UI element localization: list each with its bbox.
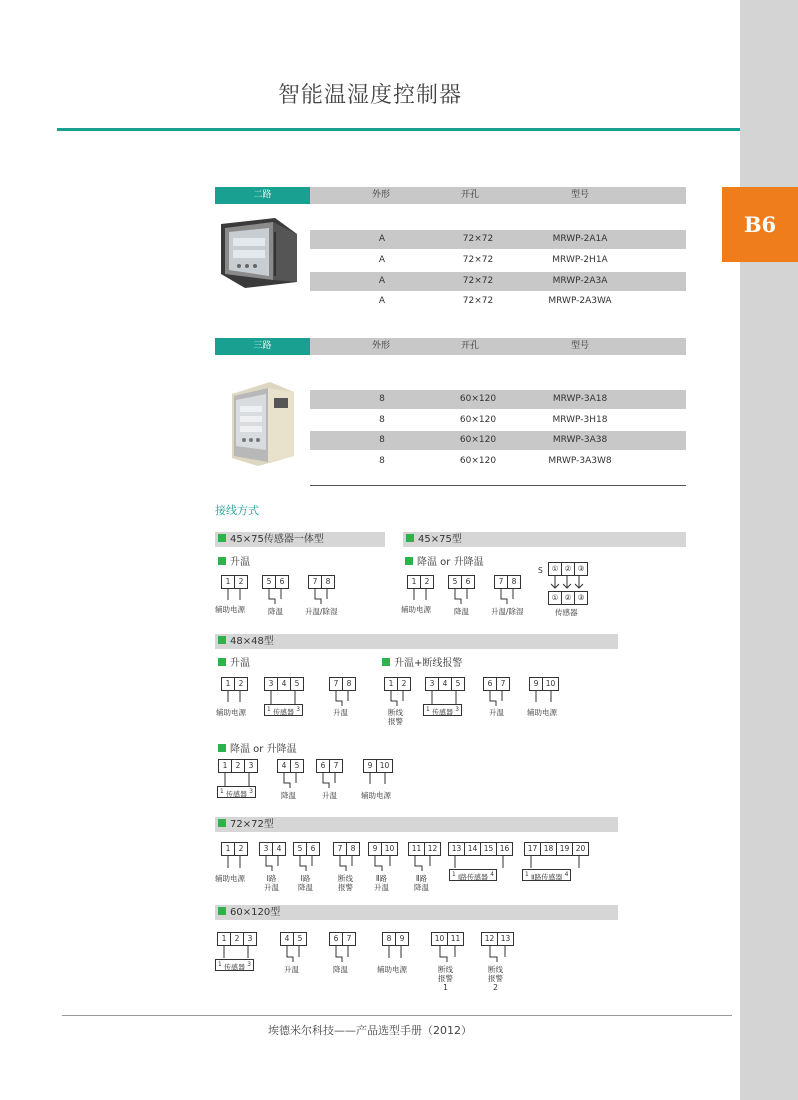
terminal-label: 升温/除湿 xyxy=(491,607,524,616)
terminal-group: 7 8 xyxy=(494,575,521,589)
terminal-group: 13 14 15 16 xyxy=(448,842,513,856)
terminal-group: 7 8 xyxy=(308,575,335,589)
wiring-subtitle: 升温+断线报警 xyxy=(382,654,462,669)
wiring-bar: 48×48型 xyxy=(215,634,618,649)
terminal-group: 9 10 xyxy=(529,677,559,691)
sensor-box: $^1$ 传感器 $^3$ xyxy=(423,704,462,716)
sensor-box: $^1$ 传感器 $^3$ xyxy=(264,704,303,716)
terminal-group: 1 2 xyxy=(221,677,248,691)
bullet-icon xyxy=(405,557,413,565)
wiring-bar: 45×75型 xyxy=(403,532,686,547)
table-row: 8 60×120 MRWP-3A38 xyxy=(310,431,686,450)
terminal-group: 1 2 3 xyxy=(217,932,257,946)
terminal-label: 升温 xyxy=(284,965,299,974)
col-shape: 外形 xyxy=(371,341,390,351)
table-row: A 72×72 MRWP-2A1A xyxy=(310,230,686,249)
bullet-icon xyxy=(406,534,414,542)
wiring-bar: 72×72型 xyxy=(215,817,618,832)
table-row: A 72×72 MRWP-2A3A xyxy=(310,272,686,291)
footer-text: 埃德米尔科技——产品选型手册（2012） xyxy=(268,1024,472,1037)
terminal-label: Ⅱ路 升温 xyxy=(374,874,389,892)
terminal-group: 5 6 xyxy=(448,575,475,589)
terminal-label: 辅助电源 xyxy=(215,605,245,614)
col-model: 型号 xyxy=(570,341,589,351)
terminal-group: 1 2 xyxy=(407,575,434,589)
terminal-label: 升温 xyxy=(333,708,348,717)
terminal-group: 4 5 xyxy=(280,932,307,946)
col-shape: 外形 xyxy=(371,190,390,200)
bullet-icon xyxy=(218,534,226,542)
terminal-label: Ⅰ路 升温 xyxy=(264,874,279,892)
wiring-bar: 45×75传感器一体型 xyxy=(215,532,385,547)
col-hole: 开孔 xyxy=(460,341,479,351)
sensor-label: 传感器 xyxy=(555,608,578,617)
table-row: 8 60×120 MRWP-3A3W8 xyxy=(379,456,612,466)
terminal-label: Ⅱ路 降温 xyxy=(414,874,429,892)
terminal-group: 3 4 5 xyxy=(425,677,465,691)
terminal-label: 升温 xyxy=(489,708,504,717)
page-title: 智能温湿度控制器 xyxy=(277,83,462,108)
bullet-icon xyxy=(218,819,226,827)
terminal-label: 辅助电源 xyxy=(401,605,431,614)
terminal-label: 辅助电源 xyxy=(215,874,245,883)
terminal-label: 降温 xyxy=(268,607,283,616)
sensor-box: $^1$ 传感器 $^3$ xyxy=(217,786,256,798)
terminal-label: 断线 报警 xyxy=(338,874,353,892)
sensor-box: $^1$ 传感器 $^3$ xyxy=(215,959,254,971)
terminal-group: 5 6 xyxy=(293,842,320,856)
terminal-group: 6 7 xyxy=(329,932,356,946)
wiring-subtitle: 降温 or 升降温 xyxy=(405,553,484,568)
wiring-subtitle: 降温 or 升降温 xyxy=(218,740,297,755)
table-row: A 72×72 MRWP-2A3WA xyxy=(378,296,612,306)
bullet-icon xyxy=(218,557,226,565)
table-row: 8 60×120 MRWP-3H18 xyxy=(379,415,608,425)
wiring-title: 接线方式 xyxy=(215,504,259,517)
terminal-label: Ⅰ路 降温 xyxy=(298,874,313,892)
terminal-group: 3 4 5 xyxy=(264,677,304,691)
terminal-group: 1 2 3 xyxy=(218,759,258,773)
terminal-group: 10 11 xyxy=(431,932,464,946)
sensor-box: $^1$ Ⅰ路传感器 $^4$ xyxy=(449,869,497,881)
terminal-group: 9 10 xyxy=(368,842,398,856)
terminal-label: 辅助电源 xyxy=(216,708,246,717)
wiring-bar: 60×120型 xyxy=(215,905,618,920)
terminal-group: 6 7 xyxy=(316,759,343,773)
terminal-label: 降温 xyxy=(281,791,296,800)
terminal-label: 辅助电源 xyxy=(377,965,407,974)
terminal-label: 断线 报警 2 xyxy=(488,965,503,992)
wiring-subtitle: 升温 xyxy=(218,553,250,568)
section-tab[interactable]: B6 xyxy=(722,187,798,262)
terminal-group: 1 2 xyxy=(384,677,411,691)
terminal-group: 17 18 19 20 xyxy=(524,842,589,856)
bullet-icon xyxy=(382,658,390,666)
sensor-s-label: S xyxy=(538,566,543,575)
sensor-terminal-bottom: ① ② ③ xyxy=(548,591,588,605)
terminal-group: 5 6 xyxy=(262,575,289,589)
footer-divider xyxy=(62,1015,732,1016)
terminal-group: 7 8 xyxy=(333,842,360,856)
wiring-subtitle: 升温 xyxy=(218,654,250,669)
terminal-label: 降温 xyxy=(333,965,348,974)
col-hole: 开孔 xyxy=(460,190,479,200)
terminal-group: 3 4 xyxy=(259,842,286,856)
terminal-label: 升温/除湿 xyxy=(305,607,338,616)
terminal-label: 升温 xyxy=(322,791,337,800)
terminal-label: 降温 xyxy=(454,607,469,616)
terminal-label: 断线 报警 xyxy=(388,708,403,726)
terminal-label: 断线 报警 1 xyxy=(438,965,453,992)
two-way-label: 二路 xyxy=(215,187,310,204)
sensor-box: $^1$ Ⅱ路传感器 $^4$ xyxy=(522,869,571,881)
terminal-group: 9 10 xyxy=(363,759,393,773)
bullet-icon xyxy=(218,658,226,666)
three-way-label: 三路 xyxy=(215,338,310,355)
right-sidebar xyxy=(740,0,798,1100)
bullet-icon xyxy=(218,907,226,915)
table-row: 8 60×120 MRWP-3A18 xyxy=(310,390,686,409)
terminal-group: 8 9 xyxy=(382,932,409,946)
terminal-group: 1 2 xyxy=(221,842,248,856)
terminal-group: 1 2 xyxy=(221,575,248,589)
terminal-group: 11 12 xyxy=(408,842,441,856)
sensor-terminal-top: ① ② ③ xyxy=(548,562,588,576)
terminal-group: 12 13 xyxy=(481,932,514,946)
bullet-icon xyxy=(218,636,226,644)
terminal-group: 6 7 xyxy=(483,677,510,691)
col-model: 型号 xyxy=(570,190,589,200)
terminal-label: 辅助电源 xyxy=(527,708,557,717)
terminal-label: 辅助电源 xyxy=(361,791,391,800)
terminal-group: 7 8 xyxy=(329,677,356,691)
table-row: A 72×72 MRWP-2H1A xyxy=(378,255,608,265)
bullet-icon xyxy=(218,744,226,752)
terminal-group: 4 5 xyxy=(277,759,304,773)
